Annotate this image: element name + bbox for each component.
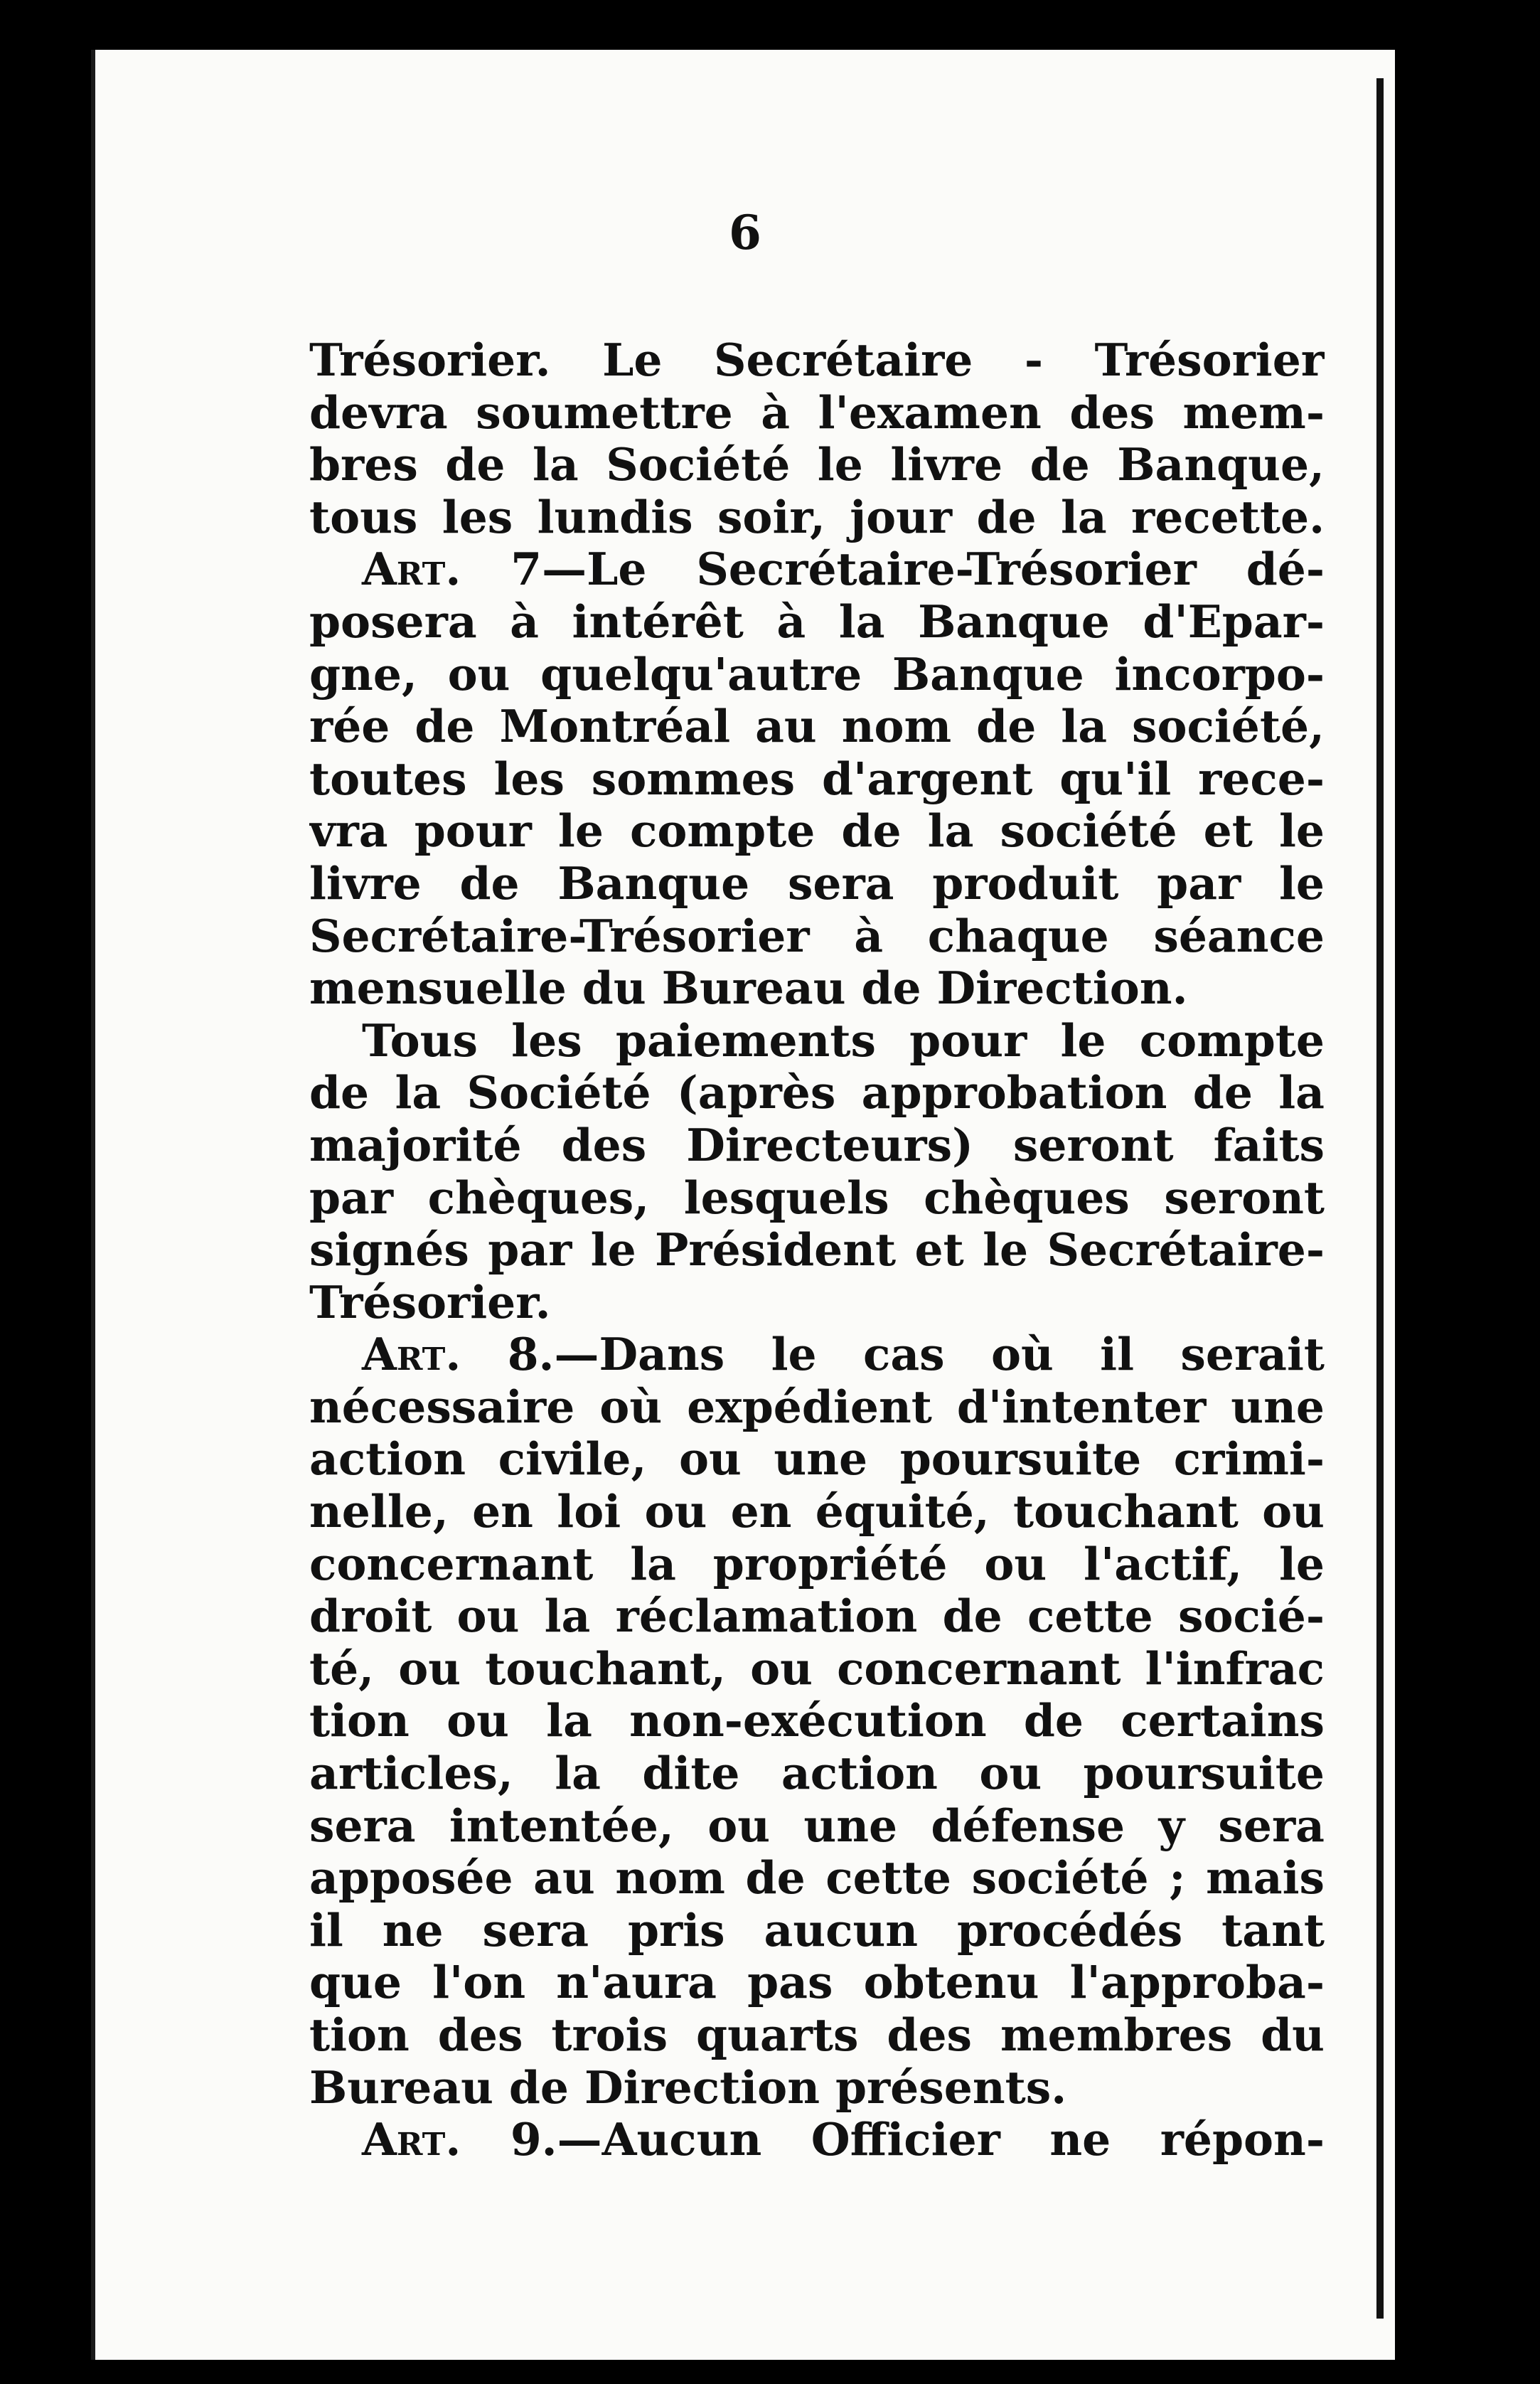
text-line — [309, 334, 1325, 387]
text-line — [309, 1852, 1325, 1905]
line-text: sera intentée, ou une défense y sera — [309, 1799, 1325, 1852]
article-label: Art. — [362, 2114, 461, 2166]
line-text: toutes les sommes d'argent qu'il rece- — [309, 752, 1325, 805]
scan-edge — [1376, 78, 1384, 2319]
text-line — [309, 1433, 1325, 1486]
line-text: mensuelle du Bureau de Direction. — [309, 962, 1188, 1015]
line-text: action civile, ou une poursuite crimi- — [309, 1433, 1325, 1486]
line-text: posera à intérêt à la Banque d'Epar- — [309, 595, 1325, 648]
line-text: Tous les paiements pour le compte — [362, 1014, 1325, 1067]
text-line — [309, 2062, 1325, 2114]
line-text: apposée au nom de cette société ; mais — [309, 1852, 1325, 1905]
text-line — [309, 2009, 1325, 2062]
text-line — [309, 910, 1325, 963]
line-text: devra soumettre à l'examen des mem- — [309, 386, 1325, 439]
line-text: il ne sera pris aucun procédés tant — [309, 1904, 1325, 1957]
line-text: gne, ou quelqu'autre Banque incorpo- — [309, 648, 1325, 701]
text-line — [309, 1957, 1325, 2009]
line-text: rée de Montréal au nom de la société, — [309, 701, 1325, 753]
line-text: tous les lundis soir, jour de la recette. — [309, 491, 1325, 543]
text-line — [309, 1067, 1325, 1119]
text-line — [309, 1015, 1325, 1068]
line-text: Trésorier. — [309, 1276, 551, 1329]
line-text: té, ou touchant, ou concernant l'infrac — [309, 1642, 1325, 1695]
text-line — [309, 701, 1325, 753]
text-line — [309, 1590, 1325, 1643]
line-text: que l'on n'aura pas obtenu l'approba- — [309, 1957, 1325, 2009]
text-line — [309, 1486, 1325, 1538]
text-line — [309, 1747, 1325, 1800]
text-line — [309, 1172, 1325, 1225]
text-line — [309, 543, 1325, 596]
text-line — [309, 1695, 1325, 1747]
page-number: 6 — [729, 205, 761, 260]
text-line — [309, 1905, 1325, 1957]
line-text: signés par le Président et le Secrétaire- — [309, 1224, 1325, 1277]
text-line — [309, 387, 1325, 440]
line-text: nécessaire où expédient d'intenter une — [309, 1380, 1325, 1433]
line-text: vra pour le compte de la société et le — [309, 805, 1325, 858]
article-label: Art. — [362, 1329, 461, 1381]
text-line — [309, 596, 1325, 649]
line-text: par chèques, lesquels chèques seront — [309, 1171, 1325, 1224]
line-text: articles, la dite action ou poursuite — [309, 1747, 1325, 1800]
line-text: Secrétaire-Trésorier à chaque séance — [309, 910, 1325, 962]
text-line — [309, 1277, 1325, 1329]
text-line — [309, 491, 1325, 544]
line-text: Trésorier. Le Secrétaire - Trésorier — [309, 334, 1325, 386]
line-text: de la Société (après approbation de la — [309, 1067, 1325, 1119]
text-line — [309, 753, 1325, 806]
line-text: droit ou la réclamation de cette socié- — [309, 1590, 1325, 1643]
text-line — [309, 1381, 1325, 1434]
line-text: bres de la Société le livre de Banque, — [309, 439, 1325, 491]
text-line — [309, 1119, 1325, 1172]
line-text: tion ou la non-exécution de certains — [309, 1695, 1325, 1747]
text-line — [309, 1800, 1325, 1853]
line-text: 9.—Aucun Officier ne répon- — [461, 2114, 1325, 2166]
line-text: concernant la propriété ou l'actif, le — [309, 1538, 1325, 1590]
line-text: majorité des Directeurs) seront faits — [309, 1119, 1325, 1171]
line-text: nelle, en loi ou en équité, touchant ou — [309, 1486, 1325, 1538]
body-text — [309, 334, 1325, 2166]
line-text: 8.—Dans le cas où il serait — [461, 1329, 1325, 1381]
text-line — [309, 962, 1325, 1015]
article-label: Art. — [362, 543, 461, 596]
line-text: livre de Banque sera produit par le — [309, 857, 1325, 910]
text-line — [309, 1329, 1325, 1381]
text-line — [309, 1538, 1325, 1591]
book-page — [91, 50, 1395, 2360]
text-line — [309, 1224, 1325, 1277]
text-line — [309, 858, 1325, 910]
line-text: 7—Le Secrétaire-Trésorier dé- — [461, 543, 1325, 596]
text-line — [309, 805, 1325, 858]
line-text: tion des trois quarts des membres du — [309, 2009, 1325, 2061]
text-line — [309, 649, 1325, 701]
text-line — [309, 1643, 1325, 1696]
text-line — [309, 2114, 1325, 2166]
text-line — [309, 439, 1325, 491]
line-text: Bureau de Direction présents. — [309, 2061, 1067, 2114]
